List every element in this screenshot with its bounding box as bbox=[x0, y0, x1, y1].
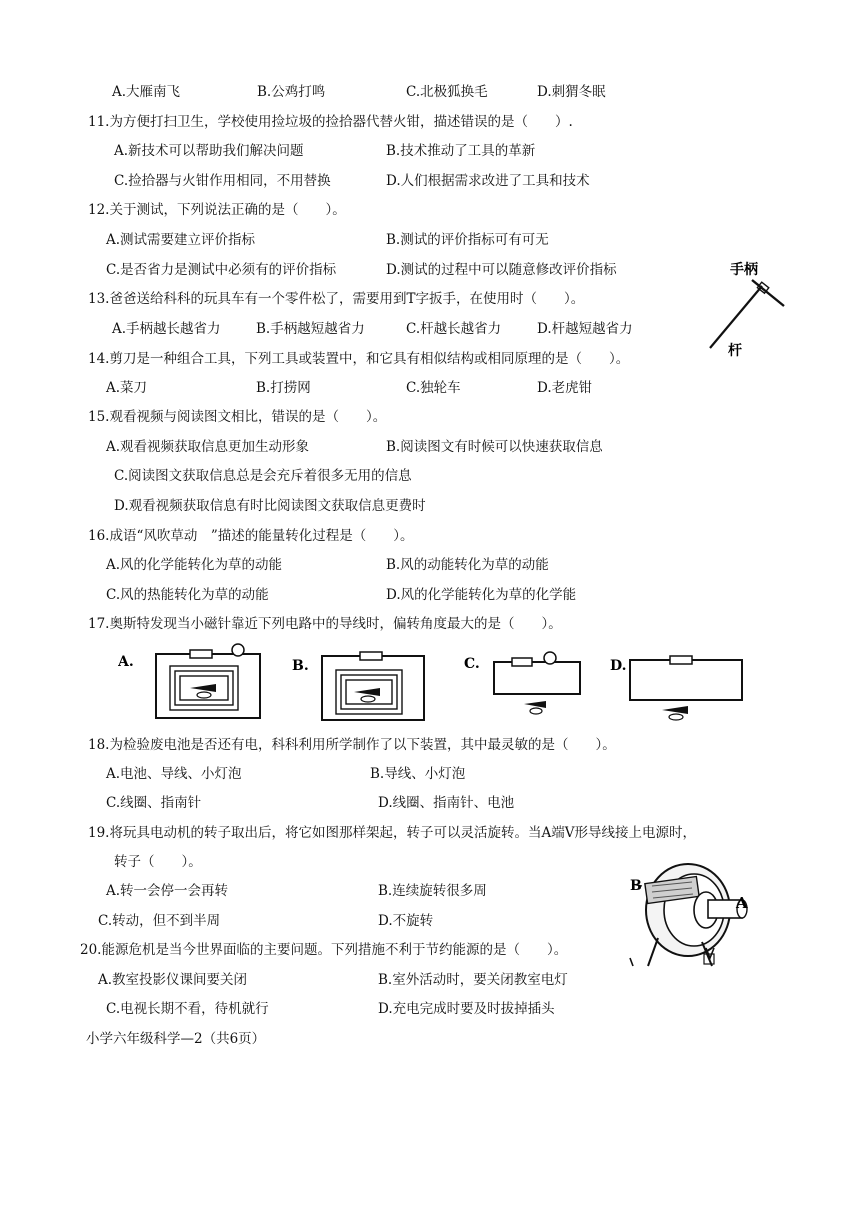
q11-option-d: D.人们根据需求改进了工具和技术 bbox=[386, 173, 590, 189]
compass-needle-icon bbox=[354, 688, 380, 696]
wrench-handle-label: 手柄 bbox=[730, 262, 758, 278]
q15-option-d: D.观看视频获取信息有时比阅读图文获取信息更费时 bbox=[114, 498, 426, 514]
circuit-b-label: B. bbox=[292, 658, 309, 674]
compass-needle-icon bbox=[524, 701, 546, 708]
q14-option-c: C.独轮车 bbox=[406, 380, 461, 396]
q19-option-a: A.转一会停一会再转 bbox=[106, 883, 229, 899]
q17-stem: 17.奥斯特发现当小磁针靠近下列电路中的导线时，偏转角度最大的是（ ）。 bbox=[88, 616, 562, 632]
q18-stem: 18.为检验废电池是否还有电，科科利用所学制作了以下装置，其中最灵敏的是（ ）。 bbox=[88, 737, 616, 753]
bulb-icon bbox=[232, 644, 244, 656]
q13-option-d: D.杆越短越省力 bbox=[537, 321, 633, 337]
circuit-a-label: A. bbox=[118, 654, 134, 670]
q16-option-b: B.风的动能转化为草的动能 bbox=[386, 557, 549, 573]
q19-option-d: D.不旋转 bbox=[378, 913, 434, 929]
circuit-d-figure bbox=[610, 640, 750, 725]
q16-option-d: D.风的化学能转化为草的化学能 bbox=[386, 587, 577, 603]
q19-option-c: C.转动，但不到半周 bbox=[98, 913, 221, 929]
q11-stem: 11.为方便打扫卫生，学校使用捡垃圾的捡拾器代替火钳，描述错误的是（ ）. bbox=[88, 114, 573, 130]
q10-option-a: A.大雁南飞 bbox=[112, 84, 181, 100]
q19-stem-continued: 转子（ ）。 bbox=[114, 854, 202, 870]
circuit-c-label: C. bbox=[464, 656, 480, 672]
q16-stem: 16.成语“风吹草动 ”描述的能量转化过程是（ ）。 bbox=[88, 528, 414, 544]
q20-option-b: B.室外活动时，要关闭教室电灯 bbox=[378, 972, 568, 988]
q20-stem: 20.能源危机是当今世界面临的主要问题。下列措施不利于节约能源的是（ ）。 bbox=[80, 942, 568, 958]
circuit-d-label: D. bbox=[610, 658, 627, 674]
q18-option-d: D.线圈、指南针、电池 bbox=[378, 795, 515, 811]
q11-option-c: C.捡拾器与火钳作用相同，不用替换 bbox=[114, 173, 331, 189]
q12-option-d: D.测试的过程中可以随意修改评价指标 bbox=[386, 262, 617, 278]
q16-option-a: A.风的化学能转化为草的动能 bbox=[106, 557, 283, 573]
resistor-icon bbox=[190, 650, 212, 658]
compass-needle-icon bbox=[662, 706, 688, 714]
compass-needle-icon bbox=[190, 684, 216, 692]
q12-stem: 12.关于测试，下列说法正确的是（ ）。 bbox=[88, 202, 346, 218]
q14-option-b: B.打捞网 bbox=[256, 380, 311, 396]
q13-option-c: C.杆越长越省力 bbox=[406, 321, 502, 337]
wrench-rod-label: 杆 bbox=[728, 343, 742, 359]
q18-option-c: C.线圈、指南针 bbox=[106, 795, 202, 811]
resistor-icon bbox=[512, 658, 532, 666]
q11-option-a: A.新技术可以帮助我们解决问题 bbox=[114, 143, 304, 159]
q13-option-a: A.手柄越长越省力 bbox=[112, 321, 221, 337]
q10-option-c: C.北极狐换毛 bbox=[406, 84, 488, 100]
q12-option-c: C.是否省力是测试中必须有的评价指标 bbox=[106, 262, 337, 278]
circuit-c-figure bbox=[464, 640, 594, 725]
q16-option-c: C.风的热能转化为草的动能 bbox=[106, 587, 269, 603]
q10-option-d: D.刺猬冬眠 bbox=[537, 84, 606, 100]
q14-option-a: A.菜刀 bbox=[106, 380, 148, 396]
q20-option-a: A.教室投影仪课间要关闭 bbox=[98, 972, 248, 988]
q15-option-a: A.观看视频获取信息更加生动形象 bbox=[106, 439, 310, 455]
q14-option-d: D.老虎钳 bbox=[537, 380, 593, 396]
q12-option-b: B.测试的评价指标可有可无 bbox=[386, 232, 549, 248]
q12-option-a: A.测试需要建立评价指标 bbox=[106, 232, 256, 248]
q13-option-b: B.手柄越短越省力 bbox=[256, 321, 365, 337]
q11-option-b: B.技术推动了工具的革新 bbox=[386, 143, 536, 159]
resistor-icon bbox=[360, 652, 382, 660]
q14-stem: 14.剪刀是一种组合工具，下列工具或装置中，和它具有相似结构或相同原理的是（ ）。 bbox=[88, 351, 630, 367]
q15-option-c: C.阅读图文获取信息总是会充斥着很多无用的信息 bbox=[114, 468, 412, 484]
resistor-icon bbox=[670, 656, 692, 664]
q19-stem: 19.将玩具电动机的转子取出后，将它如图那样架起，转子可以灵活旋转。当A端V形导线接上电源时， bbox=[88, 825, 696, 841]
q20-option-d: D.充电完成时要及时拔掉插头 bbox=[378, 1001, 555, 1017]
page-footer: 小学六年级科学—2（共6页） bbox=[86, 1031, 266, 1047]
motor-label-b: B bbox=[630, 878, 642, 894]
t-wrench-figure bbox=[696, 256, 796, 360]
q19-option-b: B.连续旋转很多周 bbox=[378, 883, 487, 899]
motor-rotor-figure bbox=[628, 858, 760, 970]
q18-option-b: B.导线、小灯泡 bbox=[370, 766, 466, 782]
q20-option-c: C.电视长期不看，待机就行 bbox=[106, 1001, 269, 1017]
circuit-b-figure bbox=[292, 640, 442, 725]
q15-option-b: B.阅读图文有时候可以快速获取信息 bbox=[386, 439, 603, 455]
q18-option-a: A.电池、导线、小灯泡 bbox=[106, 766, 242, 782]
q13-stem: 13.爸爸送给科科的玩具车有一个零件松了，需要用到T字扳手，在使用时（ ）。 bbox=[88, 291, 585, 307]
motor-label-a: A bbox=[736, 894, 748, 912]
circuit-a-figure bbox=[118, 640, 268, 725]
q10-option-b: B.公鸡打鸣 bbox=[257, 84, 326, 100]
wrench-rod bbox=[710, 286, 762, 348]
bulb-icon bbox=[544, 652, 556, 664]
q15-stem: 15.观看视频与阅读图文相比，错误的是（ ）。 bbox=[88, 409, 387, 425]
